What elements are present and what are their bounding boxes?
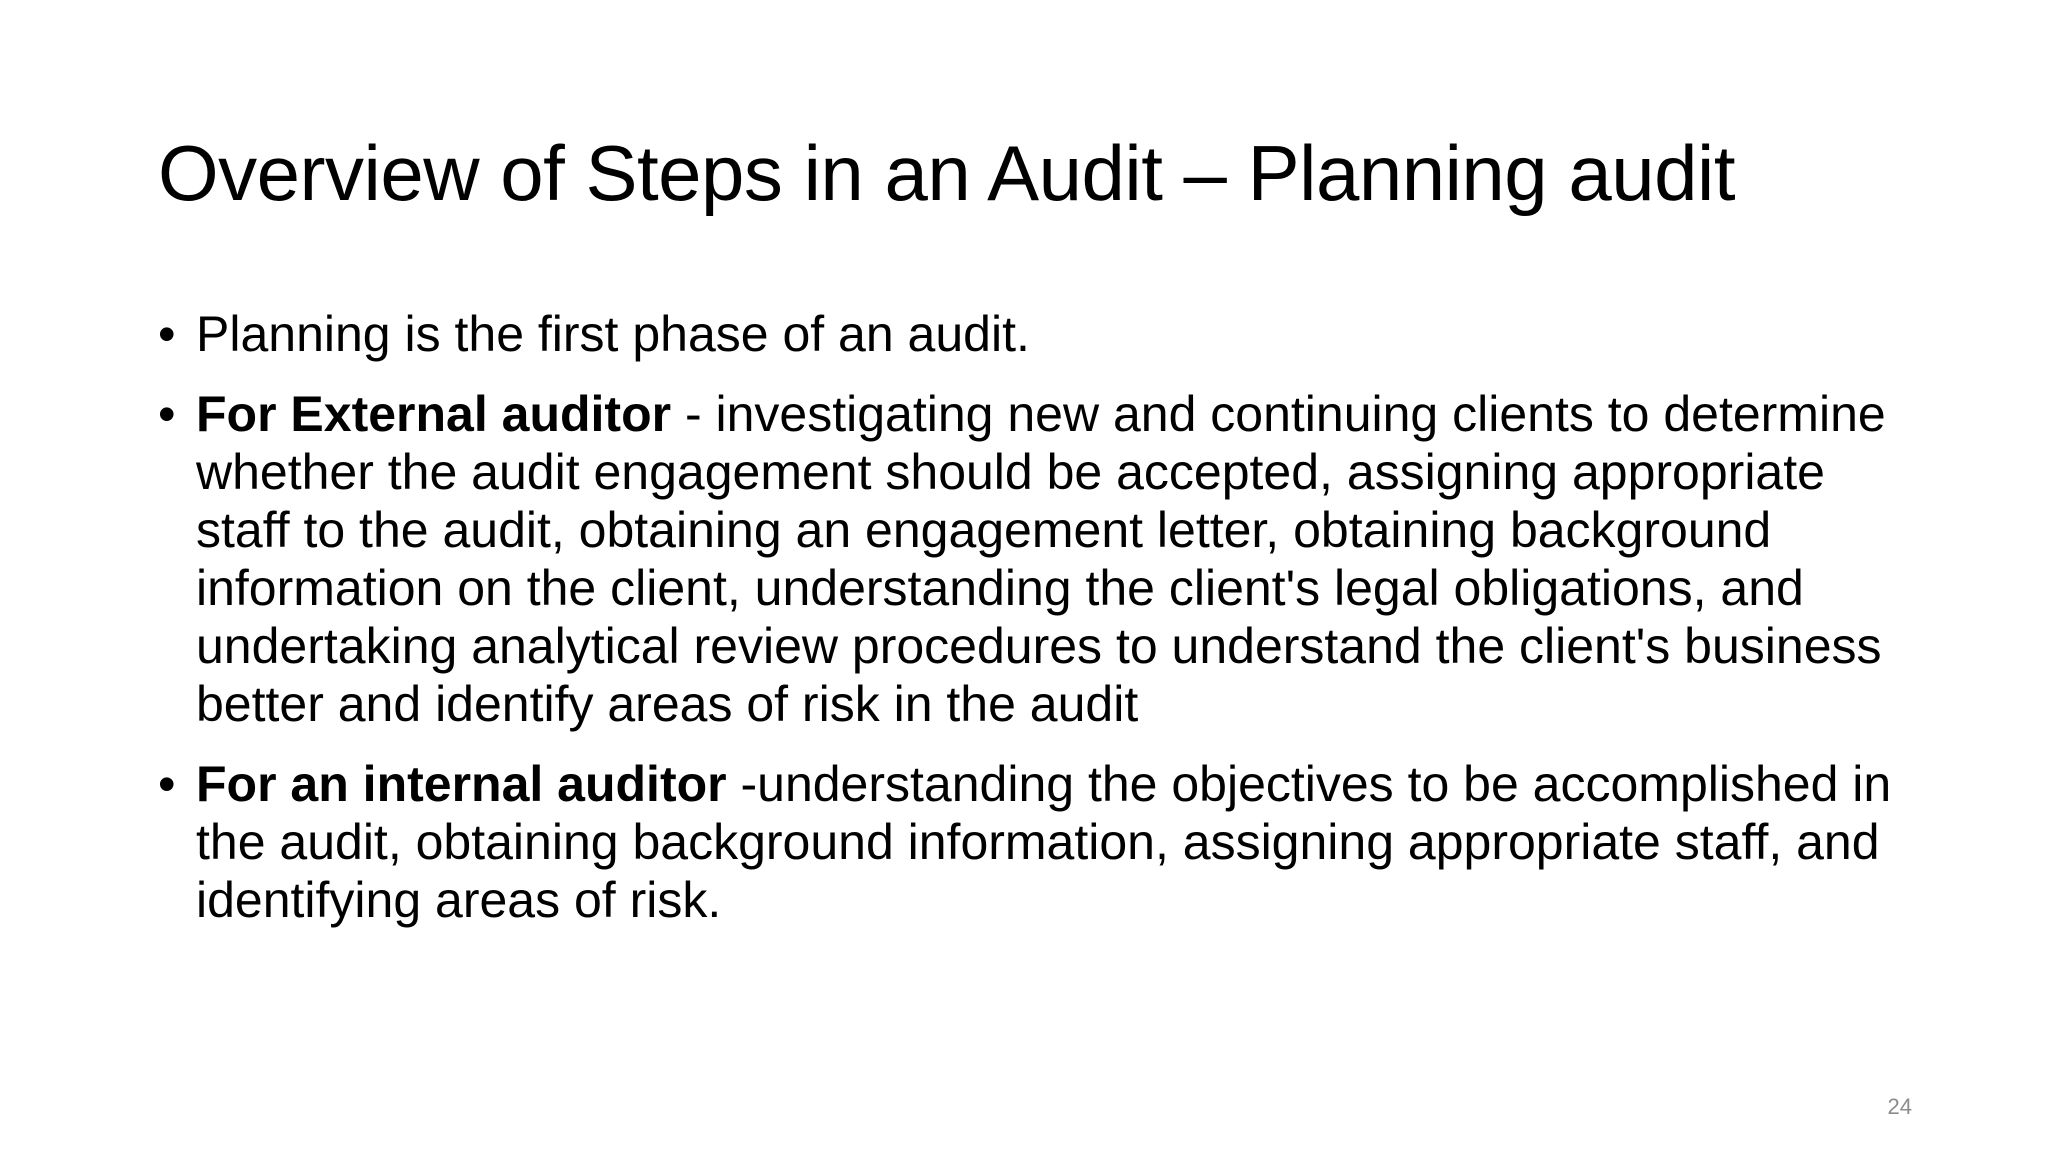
bullet-item-3 <box>158 755 1918 929</box>
bullet-text: -understanding the objectives to be accomplished in the audit, obtaining background information, assigning appropriate staff, and identifying areas of risk. <box>196 756 1892 928</box>
page-number: 24 <box>1887 1094 1912 1119</box>
bullet-icon: • <box>158 386 176 442</box>
bullet-item-1 <box>158 305 1918 363</box>
bullet-text: Planning is the first phase of an audit. <box>196 306 1030 362</box>
bullet-bold-label: For an internal auditor <box>196 756 727 812</box>
bullet-icon: • <box>158 306 176 362</box>
slide-title: Overview of Steps in an Audit – Planning audit <box>158 129 1735 217</box>
bullet-text: - investigating new and continuing clients to determine whether the audit engagement should be accepted, assigning appropriate staff to the audit, obtaining an engagement letter, obtaining background information on the client, understanding the client's legal obligations, and undertaking analytical review procedures to understand the client's business better and identify areas of risk in the audit <box>196 386 1886 732</box>
bullet-icon: • <box>158 756 176 812</box>
bullet-bold-label: For External auditor <box>196 386 672 442</box>
bullet-list <box>158 305 1918 951</box>
bullet-item-2 <box>158 385 1918 733</box>
